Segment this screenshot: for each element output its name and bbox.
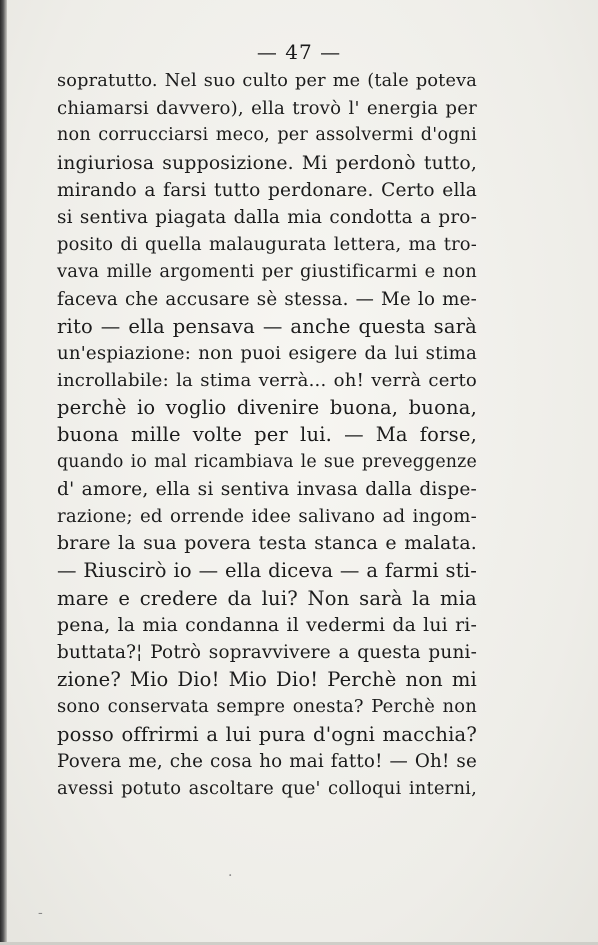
text-line: ingiuriosa supposizione. Mi perdonò tutto, (57, 152, 477, 174)
body-text (57, 68, 477, 802)
text-line: buttata?¦ Potrò sopravvivere a questa puni- (57, 641, 477, 663)
text-line: — Riuscirò io — ella diceva — a farmi sti- (57, 559, 477, 583)
text-line: razione; ed orrende idee salivano ad ingom- (57, 506, 477, 527)
text-line: pena, la mia condanna il vedermi da lui ri- (57, 614, 477, 636)
text-line: buona mille volte per lui. — Ma forse, (57, 423, 477, 447)
text-line: faceva che accusare sè stessa. — Me lo me- (57, 288, 477, 310)
page-spine-shadow (0, 0, 7, 945)
text-line: sono conservata sempre onesta? Perchè non (57, 696, 477, 718)
text-line: non corrucciarsi meco, per assolvermi d'ogni (57, 125, 477, 146)
text-line: posito di quella malaugurata lettera, ma tro- (57, 234, 477, 256)
text-line: d' amore, ella si sentiva invasa dalla dispe- (57, 478, 477, 500)
text-line: chiamarsi davvero), ella trovò l' energia per (57, 98, 477, 120)
text-line: avessi potuto ascoltare que' colloqui interni, (57, 777, 477, 799)
text-line: rito — ella pensava — anche questa sarà (57, 314, 477, 338)
text-line: sopratutto. Nel suo culto per me (tale poteva (57, 71, 477, 91)
text-line: brare la sua povera testa stanca e malata. (57, 532, 477, 555)
text-line: si sentiva piagata dalla mia condotta a pro- (57, 206, 477, 228)
text-line: un'espiazione: non puoi esigere da lui stima (57, 342, 477, 364)
text-line: mare e credere da lui? Non sarà la mia (57, 586, 477, 610)
text-line: quando io mal ricambiava le sue preveggenze (57, 451, 477, 472)
paper-speck: · (228, 868, 233, 884)
text-line: posso offrirmi a lui pura d'ogni macchia? (57, 722, 477, 746)
text-line: perchè io voglio divenire buona, buona, (57, 396, 477, 420)
paper-speck: - (38, 905, 43, 921)
text-line: Povera me, che cosa ho mai fatto! — Oh! se (57, 750, 477, 772)
text-line: zione? Mio Dio! Mio Dio! Perchè non mi (57, 668, 477, 692)
page-number: — 47 — (256, 40, 342, 64)
text-line: incrollabile: la stima verrà... oh! verrà certo (57, 370, 477, 392)
text-line: mirando a farsi tutto perdonare. Certo ella (57, 179, 477, 201)
text-line: vava mille argomenti per giustificarmi e non (57, 261, 477, 283)
